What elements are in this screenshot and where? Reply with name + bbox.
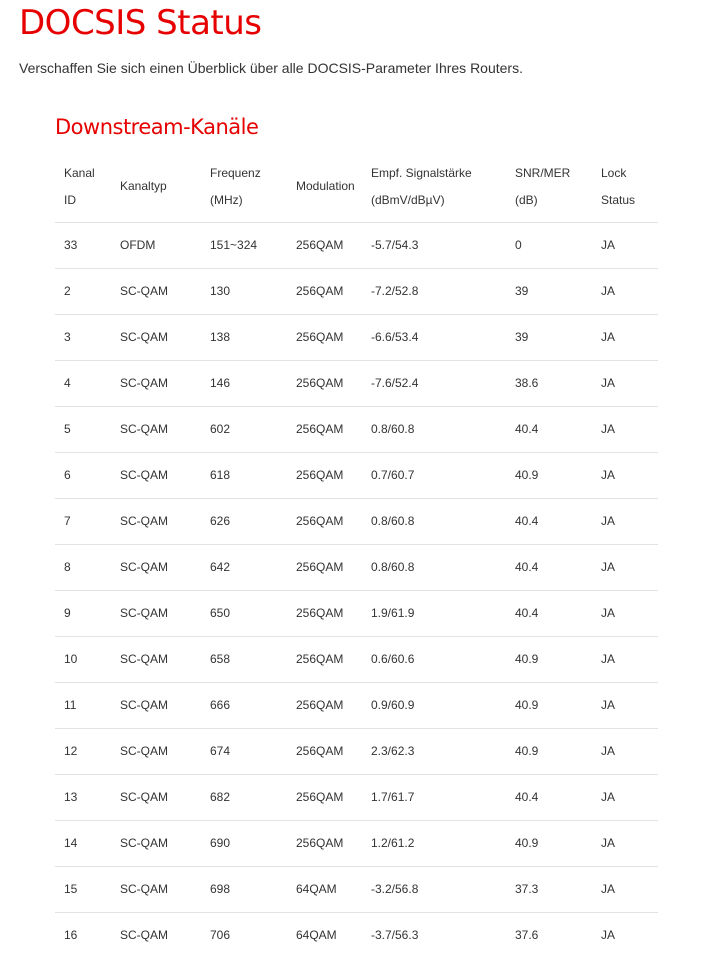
cell-frequenz: 666 bbox=[201, 682, 287, 728]
cell-frequenz: 690 bbox=[201, 820, 287, 866]
cell-frequenz: 618 bbox=[201, 452, 287, 498]
cell-kanal-id: 12 bbox=[55, 728, 111, 774]
cell-snr-mer: 40.4 bbox=[506, 544, 592, 590]
cell-frequenz: 698 bbox=[201, 866, 287, 912]
table-row bbox=[55, 544, 658, 590]
cell-snr-mer: 40.9 bbox=[506, 682, 592, 728]
cell-lock-status: JA bbox=[592, 774, 658, 820]
header-snr-mer bbox=[506, 152, 592, 222]
cell-frequenz: 682 bbox=[201, 774, 287, 820]
table-row bbox=[55, 820, 658, 866]
table-row bbox=[55, 682, 658, 728]
header-label-line: (dBmV/dBµV) bbox=[371, 192, 445, 207]
cell-signalstaerke: 0.7/60.7 bbox=[362, 452, 506, 498]
header-label-line: Status bbox=[601, 192, 636, 207]
cell-frequenz: 151~324 bbox=[201, 222, 287, 268]
cell-kanal-id: 6 bbox=[55, 452, 111, 498]
cell-snr-mer: 39 bbox=[506, 314, 592, 360]
page-title: DOCSIS Status bbox=[19, 3, 262, 43]
table-row bbox=[55, 498, 658, 544]
cell-kanal-id: 8 bbox=[55, 544, 111, 590]
cell-kanaltyp: SC-QAM bbox=[111, 498, 201, 544]
header-kanaltyp bbox=[111, 152, 201, 222]
cell-modulation: 256QAM bbox=[287, 222, 362, 268]
header-label-line: (dB) bbox=[515, 192, 538, 207]
cell-lock-status: JA bbox=[592, 222, 658, 268]
cell-snr-mer: 0 bbox=[506, 222, 592, 268]
cell-lock-status: JA bbox=[592, 268, 658, 314]
cell-kanal-id: 14 bbox=[55, 820, 111, 866]
cell-snr-mer: 40.9 bbox=[506, 452, 592, 498]
cell-frequenz: 706 bbox=[210, 928, 231, 943]
cell-signalstaerke: 2.3/62.3 bbox=[362, 728, 506, 774]
cell-kanaltyp: SC-QAM bbox=[111, 820, 201, 866]
table-row bbox=[55, 866, 658, 912]
cell-modulation: 256QAM bbox=[287, 820, 362, 866]
cell-kanaltyp: SC-QAM bbox=[111, 636, 201, 682]
cell-signalstaerke: -5.7/54.3 bbox=[362, 222, 506, 268]
cell-kanal-id: 5 bbox=[55, 406, 111, 452]
cell-lock-status: JA bbox=[592, 406, 658, 452]
cell-kanal-id: 11 bbox=[55, 682, 111, 728]
cell-snr-mer: 37.6 bbox=[515, 928, 539, 943]
header-label-line: (MHz) bbox=[210, 192, 243, 207]
cell-snr-mer: 40.4 bbox=[506, 774, 592, 820]
cell-modulation: 256QAM bbox=[287, 406, 362, 452]
table-row bbox=[55, 268, 658, 314]
cell-frequenz: 658 bbox=[201, 636, 287, 682]
table-row bbox=[55, 222, 658, 268]
cell-lock-status: JA bbox=[592, 452, 658, 498]
cell-modulation: 256QAM bbox=[287, 314, 362, 360]
cell-kanaltyp: SC-QAM bbox=[111, 728, 201, 774]
cell-frequenz: 146 bbox=[201, 360, 287, 406]
table-row bbox=[55, 406, 658, 452]
cell-snr-mer: 37.3 bbox=[506, 866, 592, 912]
header-label-line: ID bbox=[64, 192, 76, 207]
cell-lock-status: JA bbox=[592, 866, 658, 912]
cell-signalstaerke: -3.7/56.3 bbox=[371, 928, 419, 943]
cell-kanal-id: 16 bbox=[64, 928, 78, 943]
cell-signalstaerke: -7.6/52.4 bbox=[362, 360, 506, 406]
header-label-line: Kanal bbox=[64, 165, 95, 180]
cell-kanal-id: 13 bbox=[55, 774, 111, 820]
cell-lock-status: JA bbox=[592, 590, 658, 636]
cell-modulation: 256QAM bbox=[287, 774, 362, 820]
header-lock-status bbox=[592, 152, 658, 222]
cell-kanaltyp: SC-QAM bbox=[111, 682, 201, 728]
cell-lock-status: JA bbox=[592, 498, 658, 544]
cell-kanaltyp: OFDM bbox=[111, 222, 201, 268]
cell-kanaltyp: SC-QAM bbox=[111, 360, 201, 406]
cell-kanal-id: 2 bbox=[55, 268, 111, 314]
cell-signalstaerke: -7.2/52.8 bbox=[362, 268, 506, 314]
cell-kanal-id: 9 bbox=[55, 590, 111, 636]
cell-lock-status: JA bbox=[592, 728, 658, 774]
cell-signalstaerke: 0.8/60.8 bbox=[362, 544, 506, 590]
cell-kanaltyp: SC-QAM bbox=[111, 866, 201, 912]
cell-kanaltyp: SC-QAM bbox=[111, 774, 201, 820]
cell-snr-mer: 40.9 bbox=[506, 820, 592, 866]
cell-signalstaerke: 0.8/60.8 bbox=[362, 406, 506, 452]
downstream-section-title: Downstream-Kanäle bbox=[55, 115, 259, 139]
cell-modulation: 64QAM bbox=[287, 866, 362, 912]
header-label-line: Modulation bbox=[296, 179, 355, 194]
cell-modulation: 256QAM bbox=[287, 544, 362, 590]
header-label-line: Empf. Signalstärke bbox=[371, 165, 472, 180]
cell-modulation: 256QAM bbox=[287, 590, 362, 636]
table-header-row bbox=[55, 152, 658, 222]
cell-kanaltyp: SC-QAM bbox=[111, 452, 201, 498]
cell-signalstaerke: 1.2/61.2 bbox=[362, 820, 506, 866]
cell-lock-status: JA bbox=[601, 928, 616, 943]
cell-signalstaerke: 1.9/61.9 bbox=[362, 590, 506, 636]
table-row bbox=[55, 774, 658, 820]
header-label-line: SNR/MER bbox=[515, 165, 571, 180]
cell-frequenz: 626 bbox=[201, 498, 287, 544]
table-row bbox=[55, 452, 658, 498]
cell-snr-mer: 40.9 bbox=[506, 728, 592, 774]
table-row bbox=[55, 636, 658, 682]
cell-signalstaerke: 0.9/60.9 bbox=[362, 682, 506, 728]
cell-frequenz: 650 bbox=[201, 590, 287, 636]
table-row bbox=[55, 360, 658, 406]
cell-snr-mer: 40.9 bbox=[506, 636, 592, 682]
cell-snr-mer: 39 bbox=[506, 268, 592, 314]
cell-modulation: 256QAM bbox=[287, 498, 362, 544]
cell-modulation: 64QAM bbox=[296, 928, 337, 943]
cell-lock-status: JA bbox=[592, 314, 658, 360]
cell-lock-status: JA bbox=[592, 544, 658, 590]
cell-lock-status: JA bbox=[592, 820, 658, 866]
cell-snr-mer: 40.4 bbox=[506, 406, 592, 452]
cell-frequenz: 130 bbox=[201, 268, 287, 314]
header-frequenz bbox=[201, 152, 287, 222]
cell-frequenz: 674 bbox=[201, 728, 287, 774]
cell-modulation: 256QAM bbox=[287, 360, 362, 406]
cell-kanaltyp: SC-QAM bbox=[111, 406, 201, 452]
cell-frequenz: 138 bbox=[201, 314, 287, 360]
downstream-channels-table bbox=[55, 152, 658, 958]
cell-lock-status: JA bbox=[592, 682, 658, 728]
header-kanal-id bbox=[55, 152, 111, 222]
table-row bbox=[55, 912, 658, 958]
table-row bbox=[55, 728, 658, 774]
cell-snr-mer: 40.4 bbox=[506, 590, 592, 636]
cell-modulation: 256QAM bbox=[287, 452, 362, 498]
cell-kanaltyp: SC-QAM bbox=[111, 314, 201, 360]
cell-kanal-id: 4 bbox=[55, 360, 111, 406]
header-label-line: Kanaltyp bbox=[120, 179, 167, 194]
cell-kanal-id: 15 bbox=[55, 866, 111, 912]
cell-kanal-id: 33 bbox=[55, 222, 111, 268]
cell-kanal-id: 3 bbox=[55, 314, 111, 360]
cell-kanaltyp: SC-QAM bbox=[111, 268, 201, 314]
cell-snr-mer: 38.6 bbox=[506, 360, 592, 406]
cell-modulation: 256QAM bbox=[287, 682, 362, 728]
header-modulation bbox=[287, 152, 362, 222]
cell-modulation: 256QAM bbox=[287, 728, 362, 774]
cell-kanaltyp: SC-QAM bbox=[111, 544, 201, 590]
table-row bbox=[55, 590, 658, 636]
cell-kanal-id: 7 bbox=[55, 498, 111, 544]
cell-signalstaerke: 1.7/61.7 bbox=[362, 774, 506, 820]
cell-signalstaerke: 0.6/60.6 bbox=[362, 636, 506, 682]
header-label-line: Lock bbox=[601, 165, 627, 180]
cell-kanal-id: 10 bbox=[55, 636, 111, 682]
cell-frequenz: 602 bbox=[201, 406, 287, 452]
cell-kanaltyp: SC-QAM bbox=[120, 928, 168, 943]
cell-signalstaerke: -3.2/56.8 bbox=[362, 866, 506, 912]
cell-modulation: 256QAM bbox=[287, 268, 362, 314]
header-label-line: Frequenz bbox=[210, 165, 261, 180]
table-body bbox=[55, 222, 658, 958]
table-row bbox=[55, 314, 658, 360]
cell-lock-status: JA bbox=[592, 360, 658, 406]
cell-kanaltyp: SC-QAM bbox=[111, 590, 201, 636]
page-subtitle: Verschaffen Sie sich einen Überblick über alle DOCSIS-Parameter Ihres Routers. bbox=[19, 60, 523, 76]
cell-snr-mer: 40.4 bbox=[506, 498, 592, 544]
cell-signalstaerke: -6.6/53.4 bbox=[362, 314, 506, 360]
cell-frequenz: 642 bbox=[201, 544, 287, 590]
cell-modulation: 256QAM bbox=[287, 636, 362, 682]
cell-lock-status: JA bbox=[592, 636, 658, 682]
header-signalstaerke bbox=[362, 152, 506, 222]
cell-signalstaerke: 0.8/60.8 bbox=[362, 498, 506, 544]
